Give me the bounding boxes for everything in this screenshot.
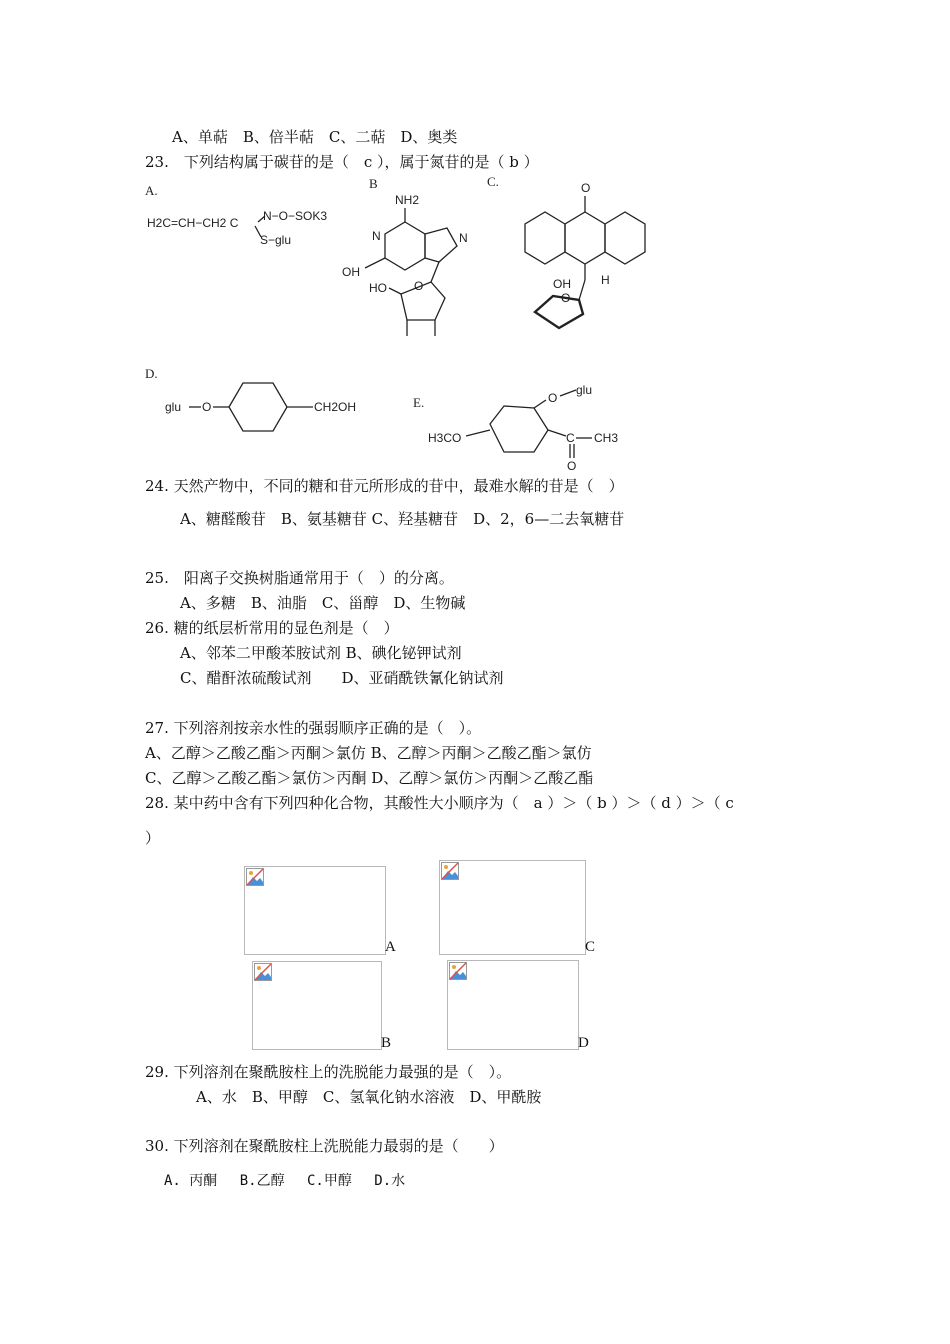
structure-label-b: B bbox=[369, 176, 378, 191]
atom-label: H bbox=[601, 273, 610, 287]
q29-stem: 29. 下列溶剂在聚酰胺柱上的洗脱能力最强的是（ ）。 bbox=[145, 1063, 512, 1081]
atom-label: O bbox=[202, 400, 212, 414]
structure-label-d: D. bbox=[145, 366, 158, 381]
q27-options-cd: C、乙醇＞乙酸乙酯＞氯仿＞丙酮 D、乙醇＞氯仿＞丙酮＞乙酸乙酯 bbox=[145, 769, 594, 787]
structure-b bbox=[335, 190, 475, 340]
structure-label-c: C. bbox=[487, 174, 499, 189]
atom-label: N bbox=[372, 229, 381, 243]
q24-stem: 24. 天然产物中，不同的糖和苷元所形成的苷中，最难水解的苷是（ ） bbox=[145, 477, 624, 495]
broken-image-icon bbox=[441, 862, 459, 880]
atom-label: CH3 bbox=[594, 431, 619, 445]
atom-label: N bbox=[459, 231, 468, 245]
atom-label: NH2 bbox=[395, 193, 420, 207]
structure-label-a: A. bbox=[145, 183, 158, 198]
figure-label-c: C bbox=[585, 939, 596, 955]
atom-label: glu bbox=[576, 383, 593, 397]
q28-stem-end: ） bbox=[145, 829, 161, 847]
q30-stem: 30. 下列溶剂在聚酰胺柱上洗脱能力最弱的是（ ） bbox=[145, 1137, 504, 1155]
q24-options: A、糖醛酸苷 B、氨基糖苷 C、羟基糖苷 D、2，6—二去氧糖苷 bbox=[180, 510, 625, 528]
atom-label: OH bbox=[342, 265, 360, 279]
compound-c-image bbox=[439, 860, 586, 955]
q23-stem: 23. 下列结构属于碳苷的是（ c ），属于氮苷的是（ b ） bbox=[145, 153, 539, 171]
compound-b-image bbox=[252, 961, 382, 1050]
structure-label-e: E. bbox=[413, 395, 425, 410]
structure-a bbox=[145, 200, 355, 260]
figure-label-d: D bbox=[578, 1035, 589, 1051]
q30-options: A. 丙酮 B.乙醇 C.甲醇 D.水 bbox=[164, 1173, 406, 1189]
atom-label: O bbox=[581, 181, 591, 195]
q28-stem: 28. 某中药中含有下列四种化合物，其酸性大小顺序为（ a ）＞（ b ）＞（ d ）＞（ c bbox=[145, 794, 734, 812]
compound-a-image bbox=[244, 866, 386, 955]
atom-label: glu bbox=[165, 400, 182, 414]
atom-label: H2C=CH−CH2 C bbox=[147, 216, 239, 230]
q26-stem: 26. 糖的纸层析常用的显色剂是（ ） bbox=[145, 619, 399, 637]
atom-label: O bbox=[548, 391, 558, 405]
q25-stem: 25. 阳离子交换树脂通常用于（ ）的分离。 bbox=[145, 569, 454, 587]
figure-label-b: B bbox=[381, 1035, 392, 1051]
q27-options-ab: A、乙醇＞乙酸乙酯＞丙酮＞氯仿 B、乙醇＞丙酮＞乙酸乙酯＞氯仿 bbox=[145, 744, 592, 762]
q27-stem: 27. 下列溶剂按亲水性的强弱顺序正确的是（ ）。 bbox=[145, 719, 482, 737]
atom-label: S−glu bbox=[260, 233, 292, 247]
q25-options: A、多糖 B、油脂 C、甾醇 D、生物碱 bbox=[180, 594, 466, 612]
structure-e bbox=[428, 380, 628, 475]
atom-label: OH bbox=[553, 277, 571, 291]
broken-image-icon bbox=[254, 963, 272, 981]
q26-options-2: C、醋酐浓硫酸试剂 D、亚硝酰铁氰化钠试剂 bbox=[180, 669, 504, 687]
q26-options-1: A、邻苯二甲酸苯胺试剂 B、碘化铋钾试剂 bbox=[180, 644, 462, 662]
compound-d-image bbox=[447, 960, 579, 1050]
structure-c bbox=[505, 180, 670, 340]
atom-label: HO bbox=[369, 281, 387, 295]
q22-options: A、单萜 B、倍半萜 C、二萜 D、奥类 bbox=[172, 128, 458, 146]
atom-label: CH2OH bbox=[314, 400, 357, 414]
atom-label: O bbox=[561, 291, 571, 305]
atom-label: C bbox=[566, 431, 575, 445]
atom-label: N−O−SOK3 bbox=[263, 209, 328, 223]
atom-label: O bbox=[414, 279, 424, 293]
atom-label: O bbox=[567, 459, 577, 473]
q29-options: A、水 B、甲醇 C、氢氧化钠水溶液 D、甲酰胺 bbox=[196, 1088, 542, 1106]
broken-image-icon bbox=[246, 868, 264, 886]
structure-d bbox=[165, 375, 365, 435]
broken-image-icon bbox=[449, 962, 467, 980]
atom-label: H3CO bbox=[428, 431, 462, 445]
figure-label-a: A bbox=[385, 939, 396, 955]
